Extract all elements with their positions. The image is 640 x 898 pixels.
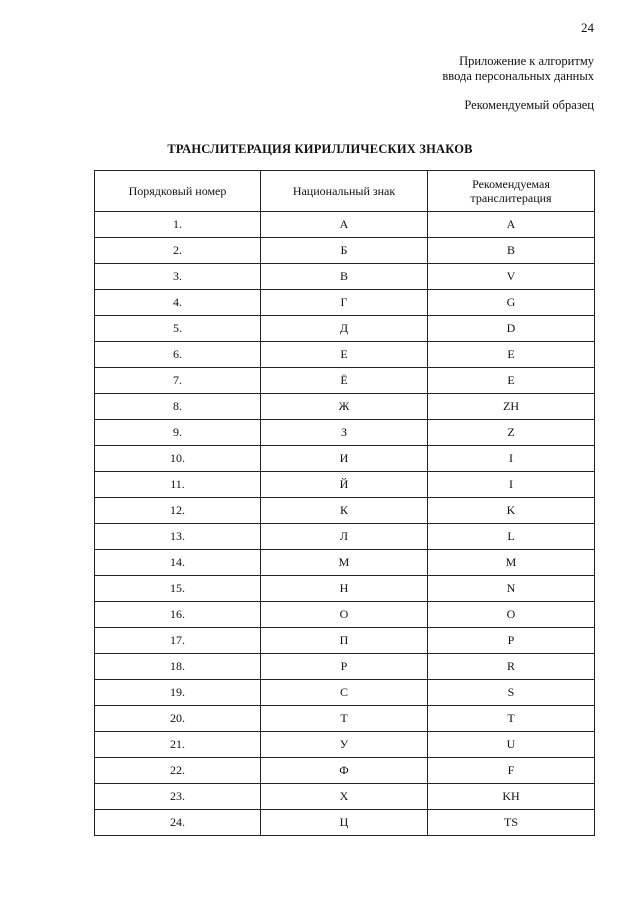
cell-national-sign: З: [261, 420, 428, 446]
cell-transliteration: A: [428, 212, 595, 238]
cell-number: 18.: [95, 654, 261, 680]
cell-transliteration: E: [428, 342, 595, 368]
cell-number: 23.: [95, 784, 261, 810]
cell-transliteration: E: [428, 368, 595, 394]
cell-number: 21.: [95, 732, 261, 758]
cell-transliteration: KH: [428, 784, 595, 810]
table-row: [95, 810, 595, 836]
cell-transliteration: D: [428, 316, 595, 342]
table-body: [95, 212, 595, 836]
appendix-note: [442, 54, 594, 84]
cell-number: 3.: [95, 264, 261, 290]
cell-transliteration: S: [428, 680, 595, 706]
cell-transliteration: M: [428, 550, 595, 576]
cell-number: 2.: [95, 238, 261, 264]
cell-national-sign: М: [261, 550, 428, 576]
cell-national-sign: Е: [261, 342, 428, 368]
cell-transliteration: P: [428, 628, 595, 654]
cell-number: 20.: [95, 706, 261, 732]
cell-number: 5.: [95, 316, 261, 342]
cell-national-sign: А: [261, 212, 428, 238]
cell-national-sign: Ё: [261, 368, 428, 394]
table-row: [95, 628, 595, 654]
column-header-transliteration: [428, 171, 595, 212]
cell-national-sign: В: [261, 264, 428, 290]
table-row: [95, 758, 595, 784]
table-row: [95, 342, 595, 368]
cell-national-sign: Г: [261, 290, 428, 316]
cell-number: 9.: [95, 420, 261, 446]
cell-national-sign: Ж: [261, 394, 428, 420]
cell-national-sign: Х: [261, 784, 428, 810]
cell-number: 7.: [95, 368, 261, 394]
table-row: [95, 680, 595, 706]
cell-national-sign: Ф: [261, 758, 428, 784]
cell-number: 14.: [95, 550, 261, 576]
transliteration-table: [94, 170, 595, 836]
cell-number: 6.: [95, 342, 261, 368]
cell-national-sign: Б: [261, 238, 428, 264]
cell-transliteration: I: [428, 446, 595, 472]
table-row: [95, 264, 595, 290]
cell-number: 16.: [95, 602, 261, 628]
cell-national-sign: Н: [261, 576, 428, 602]
cell-national-sign: К: [261, 498, 428, 524]
document-title: ТРАНСЛИТЕРАЦИЯ КИРИЛЛИЧЕСКИХ ЗНАКОВ: [167, 142, 473, 156]
cell-transliteration: R: [428, 654, 595, 680]
cell-transliteration: U: [428, 732, 595, 758]
cell-national-sign: Л: [261, 524, 428, 550]
cell-national-sign: Т: [261, 706, 428, 732]
table-row: [95, 550, 595, 576]
sample-label: Рекомендуемый образец: [464, 98, 594, 112]
table-row: [95, 472, 595, 498]
cell-transliteration: B: [428, 238, 595, 264]
table-row: [95, 316, 595, 342]
cell-national-sign: Р: [261, 654, 428, 680]
table-row: [95, 446, 595, 472]
cell-transliteration: G: [428, 290, 595, 316]
cell-national-sign: И: [261, 446, 428, 472]
cell-number: 13.: [95, 524, 261, 550]
table-row: [95, 212, 595, 238]
cell-transliteration: TS: [428, 810, 595, 836]
cell-transliteration: N: [428, 576, 595, 602]
cell-number: 17.: [95, 628, 261, 654]
cell-number: 24.: [95, 810, 261, 836]
cell-transliteration: F: [428, 758, 595, 784]
table-row: [95, 238, 595, 264]
cell-number: 11.: [95, 472, 261, 498]
table-row: [95, 576, 595, 602]
table-header-row: [95, 171, 595, 212]
table-row: [95, 394, 595, 420]
table-row: [95, 420, 595, 446]
cell-transliteration: L: [428, 524, 595, 550]
column-header-number: Порядковый номер: [95, 171, 261, 212]
table-row: [95, 784, 595, 810]
page-number: 24: [581, 20, 594, 35]
cell-number: 19.: [95, 680, 261, 706]
cell-transliteration: O: [428, 602, 595, 628]
table-row: [95, 524, 595, 550]
table-row: [95, 706, 595, 732]
cell-national-sign: У: [261, 732, 428, 758]
column-header-transliteration-text: Рекомендуемая транслитерация: [470, 177, 552, 205]
cell-transliteration: V: [428, 264, 595, 290]
cell-number: 15.: [95, 576, 261, 602]
cell-number: 12.: [95, 498, 261, 524]
cell-transliteration: T: [428, 706, 595, 732]
cell-national-sign: Й: [261, 472, 428, 498]
appendix-line-1: Приложение к алгоритму: [459, 54, 594, 68]
cell-transliteration: ZH: [428, 394, 595, 420]
column-header-national-sign: Национальный знак: [261, 171, 428, 212]
cell-national-sign: О: [261, 602, 428, 628]
appendix-line-2: ввода персональных данных: [442, 69, 594, 83]
cell-national-sign: С: [261, 680, 428, 706]
table-row: [95, 368, 595, 394]
cell-number: 22.: [95, 758, 261, 784]
cell-transliteration: I: [428, 472, 595, 498]
cell-transliteration: K: [428, 498, 595, 524]
table-row: [95, 290, 595, 316]
table-row: [95, 602, 595, 628]
cell-number: 10.: [95, 446, 261, 472]
cell-national-sign: Д: [261, 316, 428, 342]
cell-national-sign: П: [261, 628, 428, 654]
table-row: [95, 498, 595, 524]
cell-transliteration: Z: [428, 420, 595, 446]
table-row: [95, 654, 595, 680]
cell-number: 1.: [95, 212, 261, 238]
cell-number: 4.: [95, 290, 261, 316]
table-row: [95, 732, 595, 758]
cell-number: 8.: [95, 394, 261, 420]
cell-national-sign: Ц: [261, 810, 428, 836]
